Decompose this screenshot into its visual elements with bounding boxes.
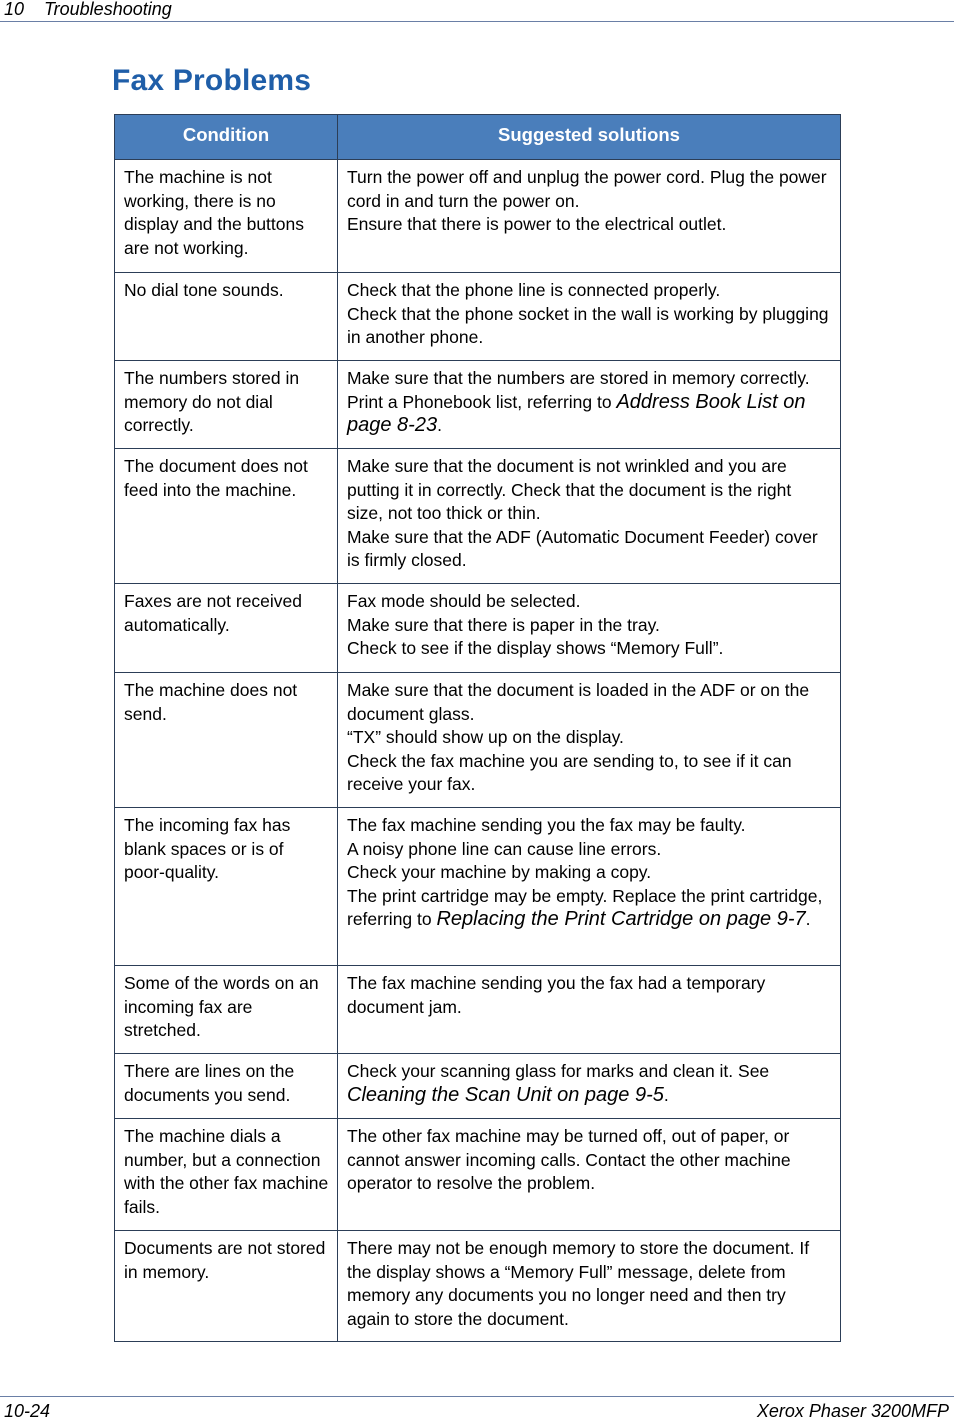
solution-end: . [805, 909, 811, 929]
table-row [115, 1054, 841, 1119]
solution-line: Make sure that the ADF (Automatic Document Feeder) cover is firmly closed. [347, 526, 818, 570]
solution-text: Check your scanning glass for marks and clean it. See [347, 1061, 770, 1081]
table-row [115, 449, 841, 584]
table-row [115, 1119, 841, 1231]
page-number: 10-24 [4, 1401, 51, 1421]
fax-problems-table [114, 114, 841, 1342]
solution-end: . [663, 1084, 669, 1105]
solution-line: Check that the phone line is connected properly. [347, 280, 721, 300]
table-row [115, 273, 841, 361]
solution-line: Turn the power off and unplug the power cord. Plug the power cord in and turn the power on. [347, 167, 827, 211]
solution-cell [338, 584, 841, 673]
cross-reference: Cleaning the Scan Unit on page 9-5 [347, 1083, 664, 1106]
condition-cell: The machine does not send. [115, 673, 338, 808]
chapter-number: 10 [4, 0, 25, 19]
condition-cell: The machine dials a number, but a connection with the other fax machine fails. [115, 1119, 338, 1231]
condition-cell: The incoming fax has blank spaces or is of poor-quality. [115, 808, 338, 966]
condition-cell: Some of the words on an incoming fax are stretched. [115, 966, 338, 1054]
solution-line: Make sure that there is paper in the tray. [347, 614, 660, 635]
solution-cell [338, 273, 841, 361]
solution-line: Check that the phone socket in the wall is working by plugging in another phone. [347, 303, 829, 347]
solution-line: Check to see if the display shows “Memory Full”. [347, 638, 724, 658]
solution-cell [338, 966, 841, 1054]
column-header-condition: Condition [115, 115, 338, 160]
condition-cell: No dial tone sounds. [115, 273, 338, 361]
condition-cell: There are lines on the documents you send. [115, 1054, 338, 1119]
table-row [115, 1231, 841, 1342]
solution-cell [338, 449, 841, 584]
table-row [115, 584, 841, 673]
solution-line: Ensure that there is power to the electrical outlet. [347, 214, 727, 234]
solution-line: A noisy phone line can cause line errors. [347, 838, 662, 859]
condition-cell: The numbers stored in memory do not dial correctly. [115, 361, 338, 449]
solution-line: The fax machine sending you the fax may be faulty. [347, 815, 746, 835]
cross-reference: Address Book List on page 8-23 [347, 390, 806, 436]
condition-cell: The document does not feed into the machine. [115, 449, 338, 584]
column-header-solutions: Suggested solutions [338, 115, 841, 160]
chapter-title: Troubleshooting [44, 0, 172, 19]
solution-line: Make sure that the document is not wrinkled and you are putting it in correctly. Check that the document is the right size, not too thick or thin. [347, 456, 792, 523]
solution-line: Fax mode should be selected. [347, 591, 581, 611]
solution-line: The other fax machine may be turned off, out of paper, or cannot answer incoming calls. Contact the other machine operator to resolve the problem. [347, 1126, 791, 1193]
table-row [115, 361, 841, 449]
solution-text: The print cartridge may be empty. Replace the print cartridge, referring to [347, 885, 823, 929]
solution-line: Check the fax machine you are sending to, to see if it can receive your fax. [347, 750, 792, 794]
table-row [115, 966, 841, 1054]
product-name: Xerox Phaser 3200MFP [756, 1401, 949, 1421]
solution-cell [338, 673, 841, 808]
condition-cell: The machine is not working, there is no display and the buttons are not working. [115, 160, 338, 273]
page-header [0, 0, 954, 22]
table-row [115, 160, 841, 273]
solution-line: The fax machine sending you the fax had a temporary document jam. [347, 973, 766, 1017]
table-row [115, 673, 841, 808]
solution-cell [338, 1054, 841, 1119]
section-title: Fax Problems [112, 64, 312, 97]
solution-cell [338, 160, 841, 273]
solution-end: . [437, 415, 442, 435]
solution-line: “TX” should show up on the display. [347, 727, 624, 747]
solution-cell [338, 1231, 841, 1342]
page-footer [0, 1396, 954, 1419]
cross-reference: Replacing the Print Cartridge on page 9-7 [436, 908, 806, 930]
condition-cell: Faxes are not received automatically. [115, 584, 338, 673]
solution-cell [338, 1119, 841, 1231]
solution-text: Make sure that the numbers are stored in memory correctly. Print a Phonebook list, referring to [347, 368, 810, 412]
table-row [115, 808, 841, 966]
solution-cell [338, 808, 841, 966]
solution-line: Check your machine by making a copy. [347, 862, 652, 882]
solution-line: Make sure that the document is loaded in the ADF or on the document glass. [347, 680, 810, 724]
solution-line: There may not be enough memory to store the document. If the display shows a “Memory Full” message, delete from memory any documents you no longer need and then try again to store the document. [347, 1238, 810, 1329]
condition-cell: Documents are not stored in memory. [115, 1231, 338, 1342]
table-header-row [115, 115, 841, 160]
solution-cell [338, 361, 841, 449]
